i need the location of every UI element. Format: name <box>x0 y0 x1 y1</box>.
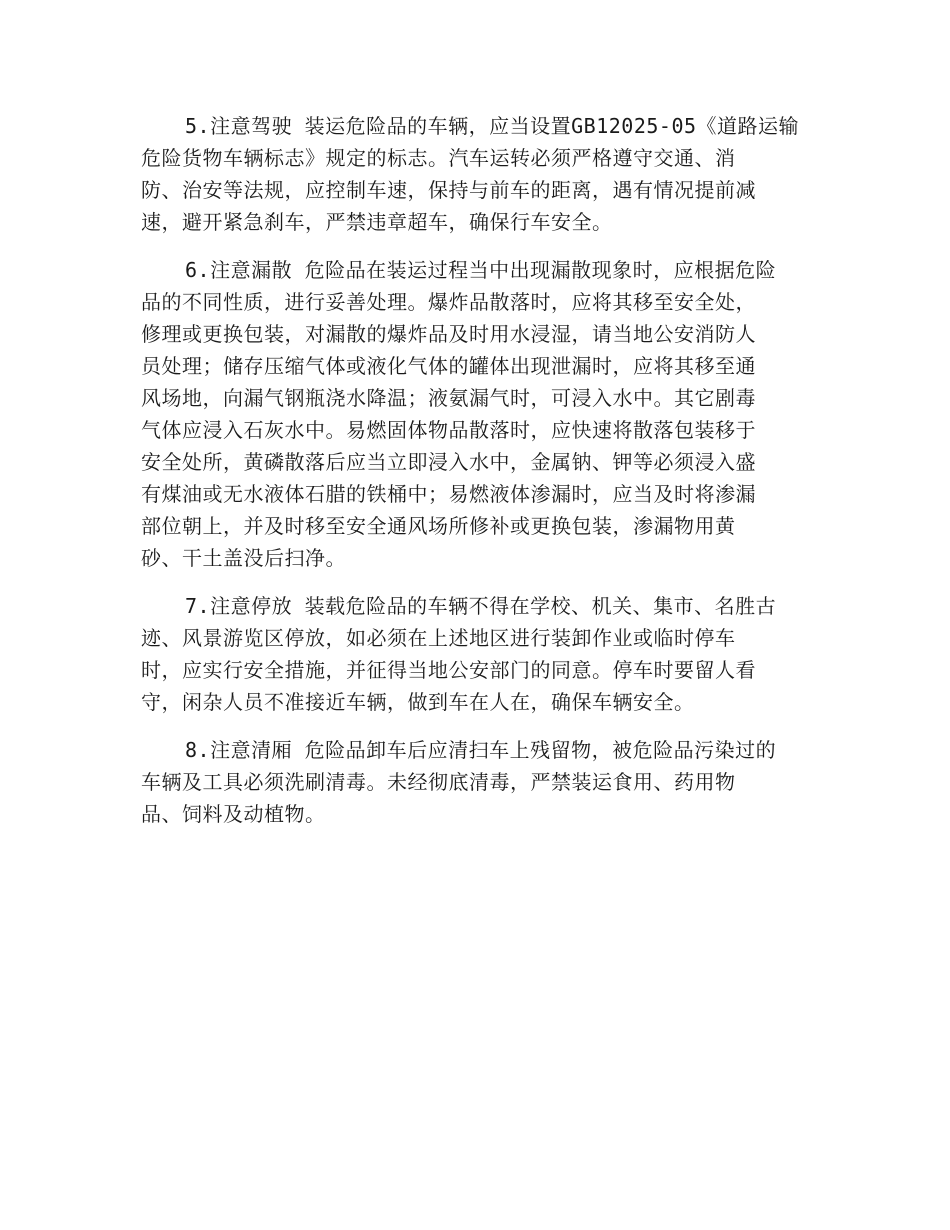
paragraph-line: 员处理；储存压缩气体或液化气体的罐体出现泄漏时，应将其移至通 <box>141 354 756 378</box>
paragraph-line: 守，闲杂人员不准接近车辆，做到车在人在，确保车辆安全。 <box>141 690 695 714</box>
paragraph-line: 7.注意停放 装载危险品的车辆不得在学校、机关、集市、名胜古 <box>185 594 777 618</box>
paragraph-line: 速，避开紧急刹车，严禁违章超车，确保行车安全。 <box>141 210 613 234</box>
paragraph-line: 气体应浸入石灰水中。易燃固体物品散落时，应快速将散落包装移于 <box>141 418 756 442</box>
paragraph-line: 6.注意漏散 危险品在装运过程当中出现漏散现象时，应根据危险 <box>185 258 777 282</box>
paragraph-line: 部位朝上，并及时移至安全通风场所修补或更换包装，渗漏物用黄 <box>141 514 736 538</box>
paragraph-line: 修理或更换包装，对漏散的爆炸品及时用水浸湿，请当地公安消防人 <box>141 322 756 346</box>
paragraph-line: 时，应实行安全措施，并征得当地公安部门的同意。停车时要留人看 <box>141 658 756 682</box>
paragraph-line: 有煤油或无水液体石腊的铁桶中；易燃液体渗漏时，应当及时将渗漏 <box>141 482 756 506</box>
paragraph-line: 迹、风景游览区停放，如必须在上述地区进行装卸作业或临时停车 <box>141 626 736 650</box>
paragraph-line: 安全处所，黄磷散落后应当立即浸入水中，金属钠、钾等必须浸入盛 <box>141 450 756 474</box>
paragraph-line: 品的不同性质，进行妥善处理。爆炸品散落时，应将其移至安全处， <box>141 290 756 314</box>
paragraph-line: 5.注意驾驶 装运危险品的车辆，应当设置GB12025-05《道路运输 <box>185 114 800 138</box>
document-body <box>141 110 821 846</box>
paragraph-line: 8.注意清厢 危险品卸车后应清扫车上残留物，被危险品污染过的 <box>185 738 777 762</box>
paragraph-parking <box>141 590 821 718</box>
paragraph-cleaning <box>141 734 821 830</box>
paragraph-line: 防、治安等法规，应控制车速，保持与前车的距离，遇有情况提前减 <box>141 178 756 202</box>
paragraph-line: 车辆及工具必须洗刷清毒。未经彻底清毒，严禁装运食用、药用物 <box>141 770 736 794</box>
paragraph-spillage <box>141 254 821 574</box>
paragraph-driving <box>141 110 821 238</box>
paragraph-line: 砂、干土盖没后扫净。 <box>141 546 346 570</box>
paragraph-line: 品、饲料及动植物。 <box>141 802 326 826</box>
paragraph-line: 危险货物车辆标志》规定的标志。汽车运转必须严格遵守交通、消 <box>141 146 736 170</box>
paragraph-line: 风场地，向漏气钢瓶浇水降温；液氨漏气时，可浸入水中。其它剧毒 <box>141 386 756 410</box>
